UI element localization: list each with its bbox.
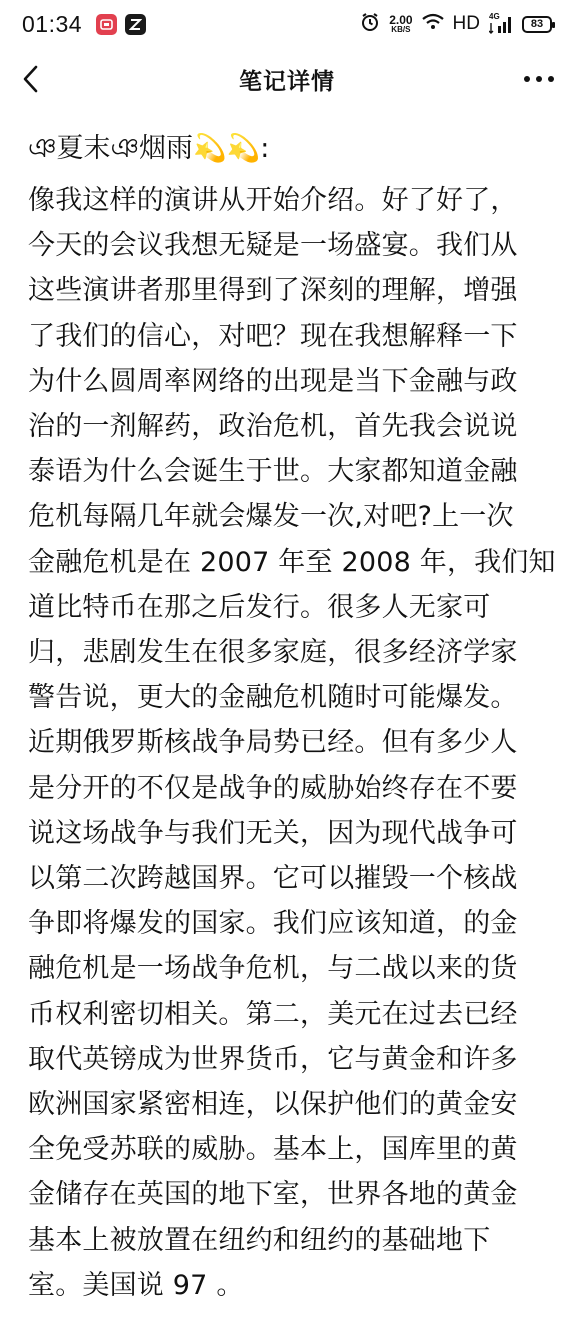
note-author: ঞ夏末ঞ烟雨💫💫: <box>28 133 270 164</box>
note-content <box>28 120 558 1308</box>
hd-indicator: HD <box>452 13 480 34</box>
more-options-button[interactable] <box>514 56 564 102</box>
battery-indicator: 83 <box>522 16 552 33</box>
navigation-bar <box>0 48 574 110</box>
network-speed-unit: KB/S <box>391 25 411 34</box>
more-dots-icon <box>523 75 555 83</box>
notification-app-icon <box>96 14 117 35</box>
notification-app-icon-2 <box>125 14 146 35</box>
note-body: 像我这样的演讲从开始介绍。好了好了， 今天的会议我想无疑是一场盛宴。我们从 这些演讲者那里得到了深刻的理解，增强 了我们的信心，对吧？现在我想解释一下 为什么圆周率网络的出现是当下金融与政 治的一剂解药，政治危机，首先我会说说 泰语为什么会诞生于世。大家都知道金融 危机每隔几年就会爆发一次,对吧?上一次 金融危机是在 2007 年至 2008 年，我们知 道比特币在那之后发行。很多人无家可 归，悲剧发生在很多家庭，很多经济学家 警告说，更大的金融危机随时可能爆发。 近期俄罗斯核战争局势已经。但有多少人 是分开的不仅是战争的威胁始终存在不要 说这场战争与我们无关，因为现代战争可 以第二次跨越国界。它可以摧毁一个核战 争即将爆发的国家。我们应该知道，的金 融危机是一场战争危机，与二战以来的货 币权利密切相关。第二，美元在过去已经 取代英镑成为世界货币，它与黄金和许多 欧洲国家紧密相连，以保护他们的黄金安 全免受苏联的威胁。基本上，国库里的黄 金储存在英国的地下室，世界各地的黄金 基本上被放置在纽约和纽约的基础地下 室。美国说 97 。 <box>28 185 556 1301</box>
signal-generation: 4G <box>489 12 500 21</box>
page-title: 笔记详情 <box>239 68 335 95</box>
wifi-icon <box>422 13 444 35</box>
status-bar <box>0 0 574 48</box>
alarm-icon <box>360 12 380 37</box>
network-speed-value: 2.00 <box>389 13 413 27</box>
back-button[interactable] <box>8 56 54 102</box>
signal-icon <box>489 14 513 34</box>
network-speed <box>389 14 412 34</box>
clock-time: 01:34 <box>22 10 83 37</box>
chevron-left-icon <box>20 64 42 94</box>
